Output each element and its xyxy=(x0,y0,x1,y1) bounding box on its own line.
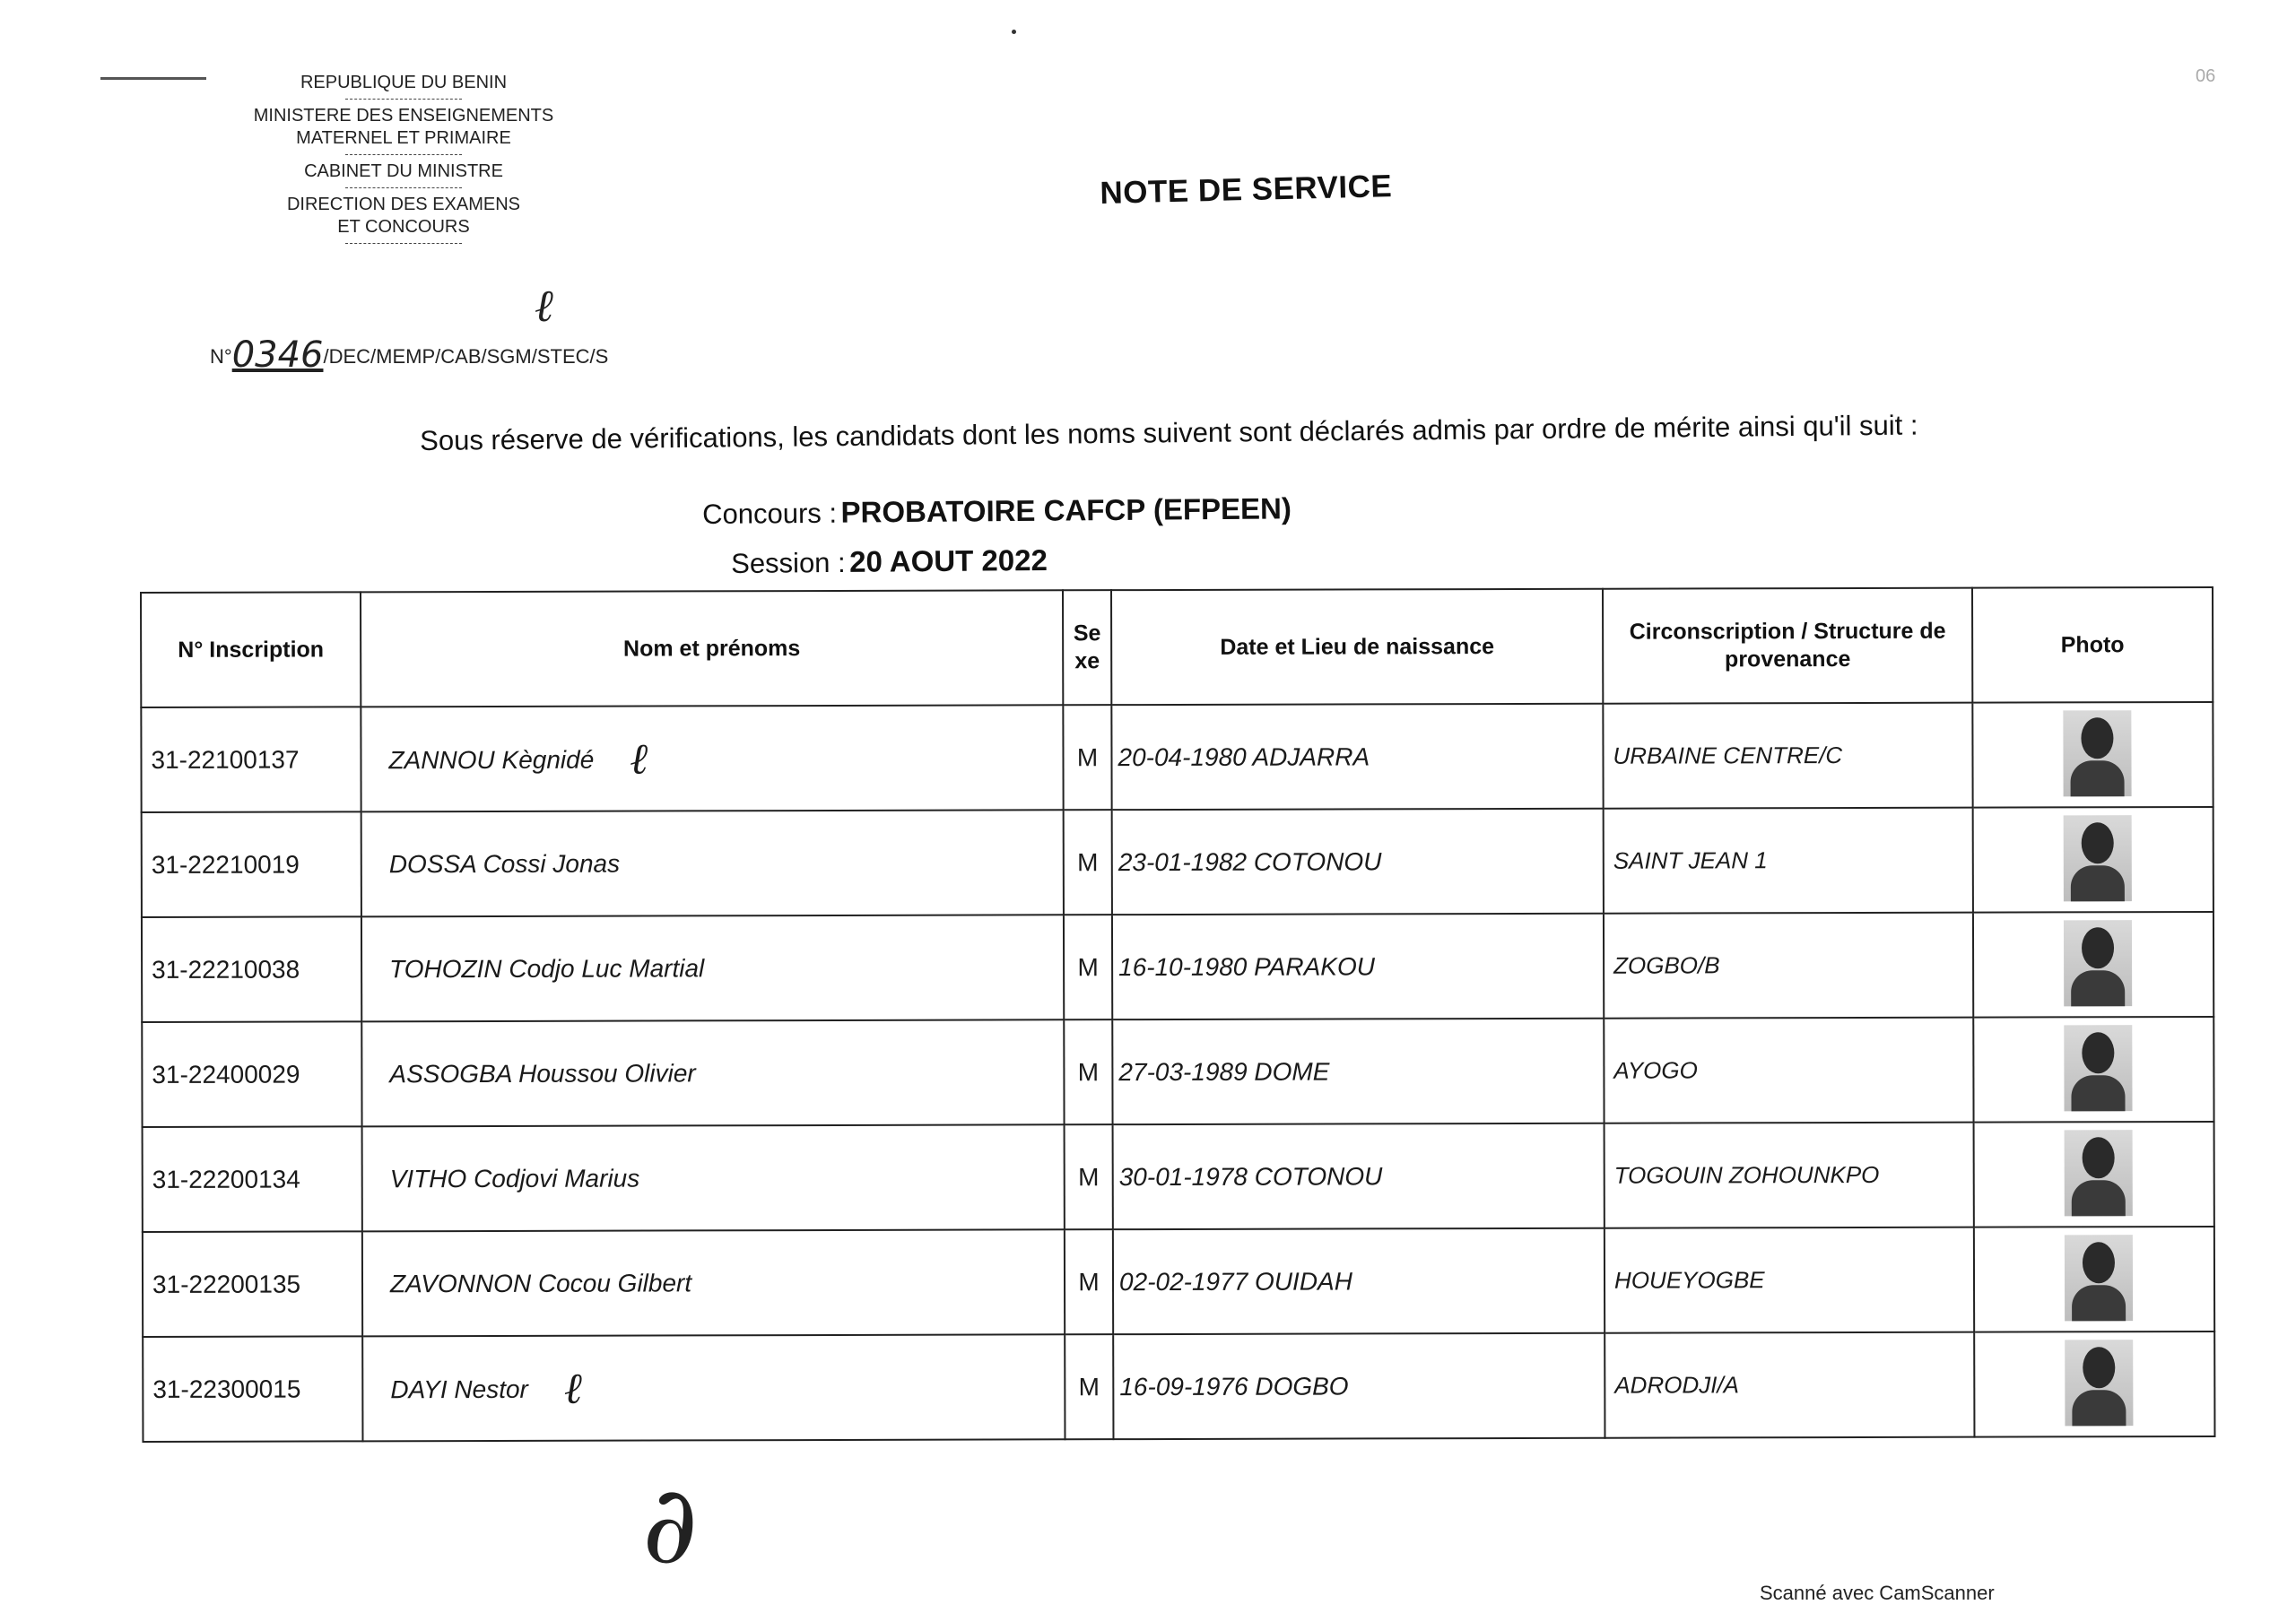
cell-photo xyxy=(1973,807,2213,913)
cell-sex: M xyxy=(1064,1019,1112,1124)
cell-date: 16-10-1980 PARAKOU xyxy=(1112,914,1604,1019)
cell-date: 02-02-1977 OUIDAH xyxy=(1113,1228,1605,1334)
header-line xyxy=(100,77,206,80)
cell-num: 31-22200135 xyxy=(143,1231,362,1337)
cell-num: 31-22210038 xyxy=(142,916,361,1022)
cell-name: TOHOZIN Codjo Luc Martial xyxy=(361,915,1064,1021)
cell-num: 31-22300015 xyxy=(143,1336,362,1442)
cell-date: 20-04-1980 ADJARRA xyxy=(1111,704,1603,810)
session-line xyxy=(731,543,1048,580)
page-number: 06 xyxy=(2196,66,2216,86)
table-row xyxy=(143,1331,2214,1442)
cell-circ: AYOGO xyxy=(1604,1018,1973,1123)
candidate-photo xyxy=(2065,1130,2133,1216)
cell-name: DOSSA Cossi Jonas xyxy=(361,810,1064,916)
table-row xyxy=(141,702,2213,812)
cell-name: VITHO Codjovi Marius xyxy=(362,1124,1065,1231)
letterhead-divider xyxy=(345,154,462,156)
concours-line xyxy=(702,491,1292,531)
letterhead xyxy=(206,72,601,249)
cell-sex: M xyxy=(1064,810,1112,915)
cell-date: 23-01-1982 COTONOU xyxy=(1112,809,1604,915)
col-header-photo: Photo xyxy=(1972,587,2213,703)
cell-photo xyxy=(1974,1227,2214,1332)
col-header-sex: Se xe xyxy=(1063,590,1111,705)
cell-photo xyxy=(1974,1122,2214,1227)
candidate-photo xyxy=(2064,920,2132,1006)
cell-date: 30-01-1978 COTONOU xyxy=(1113,1123,1605,1229)
handwritten-mark: ℓ xyxy=(630,733,648,785)
candidate-photo xyxy=(2065,1340,2133,1426)
initials-signature: ℓ xyxy=(535,280,553,332)
cell-sex: M xyxy=(1064,915,1112,1019)
cell-name: ZANNOU Kègnidé ℓ xyxy=(361,705,1063,811)
cell-num: 31-22400029 xyxy=(142,1021,361,1127)
col-header-circ: Circonscription / Structure de provenance xyxy=(1603,588,1972,704)
letterhead-divider xyxy=(345,243,462,245)
session-value: 20 AOUT 2022 xyxy=(848,542,1048,578)
letterhead-divider xyxy=(345,99,462,100)
table-row xyxy=(142,807,2213,917)
letterhead-ministry-1: MINISTERE DES ENSEIGNEMENTS xyxy=(253,106,554,126)
table-row xyxy=(142,912,2213,1022)
candidate-photo xyxy=(2063,710,2131,796)
cell-sex: M xyxy=(1065,1124,1113,1229)
results-table-wrapper xyxy=(140,586,2214,1453)
cell-num: 31-22100137 xyxy=(141,707,361,812)
cell-num: 31-22210019 xyxy=(142,811,361,917)
cell-circ: SAINT JEAN 1 xyxy=(1604,808,1973,914)
reference-handwritten-number: 0346 xyxy=(231,334,324,376)
letterhead-direction-1: DIRECTION DES EXAMENS xyxy=(286,195,521,214)
cell-photo xyxy=(1973,912,2213,1018)
letterhead-cabinet: CABINET DU MINISTRE xyxy=(304,161,503,181)
handwritten-mark: ℓ xyxy=(563,1363,582,1414)
reference-suffix: /DEC/MEMP/CAB/SGM/STEC/S xyxy=(323,345,609,368)
col-header-date: Date et Lieu de naissance xyxy=(1111,589,1603,705)
scanner-watermark: Scanné avec CamScanner xyxy=(1760,1582,1995,1604)
cell-name: DAYI Nestor ℓ xyxy=(362,1334,1065,1441)
cell-num: 31-22200134 xyxy=(143,1126,362,1232)
concours-value: PROBATOIRE CAFCP (EFPEEN) xyxy=(840,491,1292,529)
cell-circ: ZOGBO/B xyxy=(1604,913,1973,1019)
letterhead-direction-2: ET CONCOURS xyxy=(337,217,470,237)
letterhead-country: REPUBLIQUE DU BENIN xyxy=(300,73,508,92)
cell-photo xyxy=(1974,1331,2214,1437)
stray-dot xyxy=(1012,30,1016,34)
session-label: Session : xyxy=(731,546,846,579)
table-row xyxy=(143,1122,2214,1232)
concours-label: Concours : xyxy=(702,497,838,530)
reference-prefix: N° xyxy=(210,345,232,368)
candidate-photo xyxy=(2064,1025,2132,1111)
letterhead-divider xyxy=(345,187,462,189)
cell-photo xyxy=(1972,702,2213,808)
col-header-name: Nom et prénoms xyxy=(361,590,1063,707)
candidate-photo xyxy=(2064,815,2132,901)
handwritten-signature: ∂ xyxy=(642,1463,699,1588)
cell-circ: ADRODJI/A xyxy=(1605,1332,1974,1438)
cell-name: ZAVONNON Cocou Gilbert xyxy=(362,1229,1065,1336)
cell-sex: M xyxy=(1065,1334,1113,1439)
table-row xyxy=(142,1017,2213,1127)
cell-sex: M xyxy=(1065,1229,1113,1334)
page-title: NOTE DE SERVICE xyxy=(1100,169,1393,211)
intro-text: Sous réserve de vérifications, les candidats dont les noms suivent sont déclarés admis par ordre de mérite ainsi qu'il suit : xyxy=(420,409,1918,456)
cell-date: 16-09-1976 DOGBO xyxy=(1113,1333,1605,1439)
cell-name: ASSOGBA Houssou Olivier xyxy=(361,1019,1064,1126)
table-header-row xyxy=(141,587,2213,707)
candidate-photo xyxy=(2065,1235,2133,1321)
table-row xyxy=(143,1227,2214,1337)
results-table xyxy=(140,586,2215,1443)
cell-sex: M xyxy=(1063,705,1111,810)
letterhead-ministry-2: MATERNEL ET PRIMAIRE xyxy=(296,128,511,148)
reference-number xyxy=(210,334,608,376)
cell-circ: HOUEYOGBE xyxy=(1605,1227,1974,1333)
cell-photo xyxy=(1973,1017,2213,1123)
cell-circ: TOGOUIN ZOHOUNKPO xyxy=(1605,1123,1974,1228)
cell-circ: URBAINE CENTRE/C xyxy=(1603,703,1972,809)
cell-date: 27-03-1989 DOME xyxy=(1112,1019,1604,1124)
col-header-num: N° Inscription xyxy=(141,592,361,707)
